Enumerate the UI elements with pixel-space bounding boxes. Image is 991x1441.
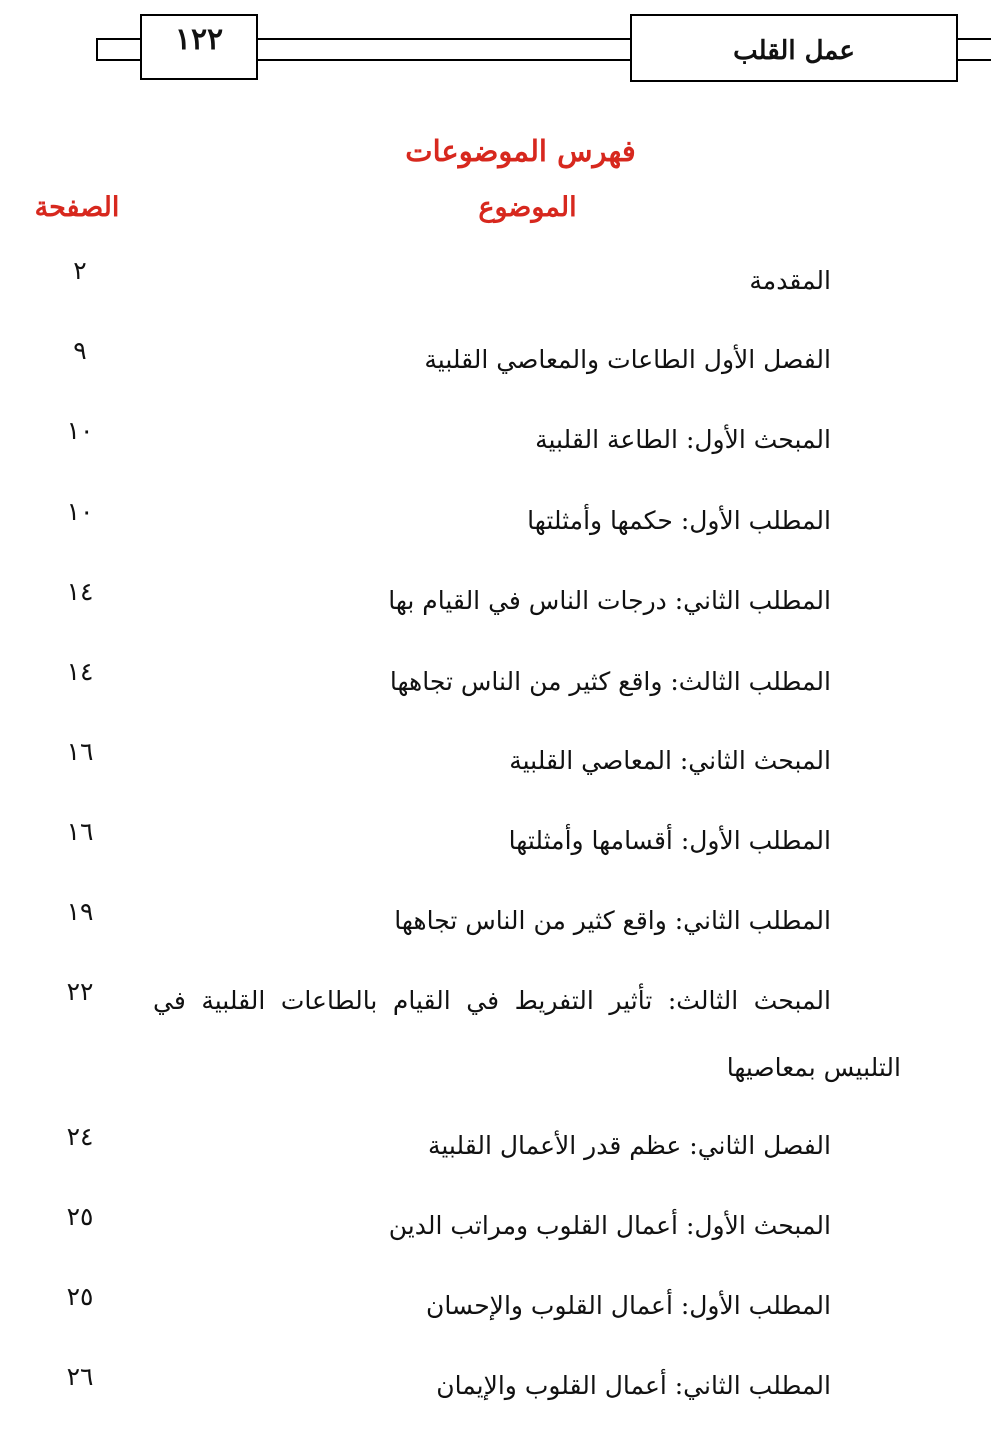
toc-entry-text: المبحث الثاني: المعاصي القلبية (509, 746, 831, 775)
column-header-page: الصفحة (34, 192, 120, 223)
toc-entry-text: المقدمة (749, 266, 831, 295)
toc-entry-text: المطلب الأول: أعمال القلوب والإحسان (425, 1291, 831, 1320)
toc-entry-page: ٢٥ (66, 1202, 94, 1231)
toc-entry-page: ١٦ (66, 737, 94, 766)
page-number: ١٢٢ (174, 22, 224, 57)
toc-entry-text: المطلب الثالث: واقع كثير من الناس تجاهها (389, 667, 831, 696)
toc-entry-text: المطلب الأول: حكمها وأمثلتها (527, 506, 831, 535)
toc-entry-text: الفصل الأول الطاعات والمعاصي القلبية (424, 345, 831, 374)
index-title: فهرس الموضوعات (405, 134, 636, 168)
toc-entry-page: ٩ (73, 336, 87, 365)
toc-entry-page: ١٩ (66, 897, 94, 926)
toc-entry-text: المبحث الأول: أعمال القلوب ومراتب الدين (388, 1211, 831, 1240)
toc-entry-text: المطلب الثاني: أعمال القلوب والإيمان (436, 1371, 831, 1400)
header-rule-left-cap (96, 38, 98, 61)
toc-entry-page: ٢٥ (66, 1282, 94, 1311)
toc-entry-text: المطلب الثاني: درجات الناس في القيام بها (388, 586, 831, 615)
toc-entry-page: ٢ (73, 256, 87, 285)
toc-entry-page: ٢٢ (66, 977, 94, 1006)
toc-entry-text: الفصل الثاني: عظم قدر الأعمال القلبية (427, 1131, 831, 1160)
toc-entry-page: ١٤ (66, 657, 94, 686)
toc-entry-page: ٢٦ (66, 1362, 94, 1391)
toc-entry-text: المطلب الأول: أقسامها وأمثلتها (508, 826, 831, 855)
column-header-topic: الموضوع (478, 192, 577, 223)
toc-entry-continuation: التلبيس بمعاصيها (726, 1053, 901, 1082)
toc-entry-text: المطلب الثاني: واقع كثير من الناس تجاهها (394, 906, 831, 935)
toc-entry-text: المبحث الثالث: تأثير التفريط في القيام بالطاعات القلبية في (153, 986, 831, 1015)
toc-entry-page: ٢٤ (66, 1122, 94, 1151)
toc-entry-page: ١٦ (66, 817, 94, 846)
toc-entry-page: ١٠ (66, 497, 94, 526)
toc-entry-text: المبحث الأول: الطاعة القلبية (535, 425, 831, 454)
toc-entry-page: ١٤ (66, 577, 94, 606)
book-title: عمل القلب (733, 36, 855, 66)
toc-entry-page: ١٠ (66, 416, 94, 445)
